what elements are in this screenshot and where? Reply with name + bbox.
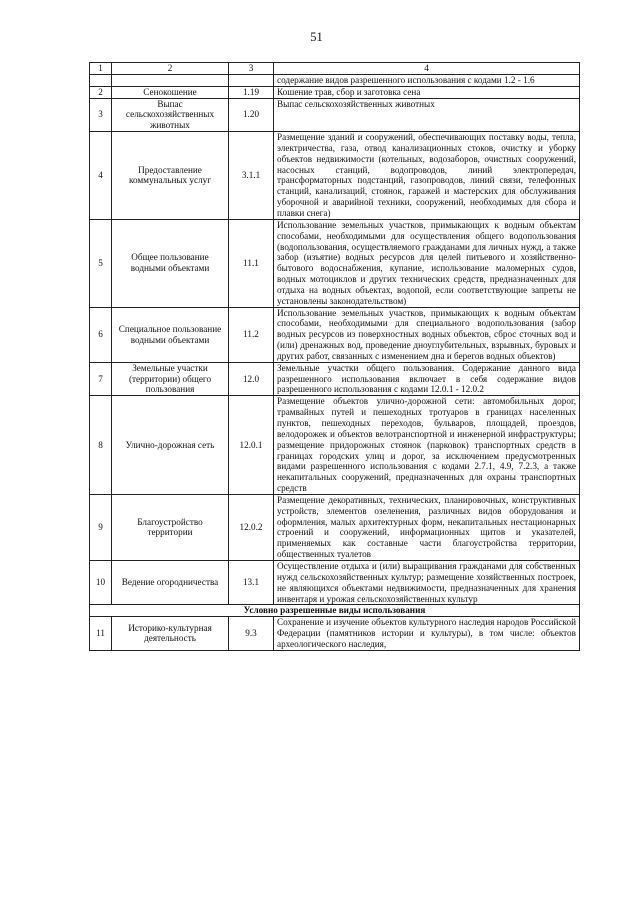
- table-row: [90, 560, 580, 604]
- column-header: 2: [112, 63, 229, 75]
- row-name: Сенокошение: [112, 86, 229, 98]
- table-row: [90, 219, 580, 307]
- row-description: содержание видов разрешенного использования с кодами 1.2 - 1.6: [274, 74, 580, 86]
- row-code: 1.19: [229, 86, 274, 98]
- row-number: 7: [90, 362, 112, 396]
- column-header: 4: [274, 63, 580, 75]
- row-name: Историко-культурная деятельность: [112, 617, 229, 651]
- row-description: Сохранение и изучение объектов культурного наследия народов Российской Федерации (памятников истории и культуры), в том числе: объектов археологического наследия,: [274, 617, 580, 651]
- row-number: 2: [90, 86, 112, 98]
- table-row: [90, 132, 580, 220]
- row-description: Земельные участки общего пользования. Содержание данного вида разрешенного использования включает в себя содержание видов разрешенного использования с кодами 12.0.1 - 12.0.2: [274, 362, 580, 396]
- page-number: 51: [310, 30, 323, 44]
- table-row: [90, 362, 580, 396]
- row-name: Ведение огородничества: [112, 560, 229, 604]
- column-header: 3: [229, 63, 274, 75]
- row-code: 11.2: [229, 307, 274, 362]
- row-description: Размещение декоративных, технических, планировочных, конструктивных устройств, элементов озеленения, различных видов оборудования и оформления, малых архитектурных форм, некапитальных нестационарных строений и сооружений, информационных щитов и указателей, применяемых как составные части благоустройства территории, общественных туалетов: [274, 494, 580, 560]
- row-code: [229, 74, 274, 86]
- row-description: Выпас сельскохозяйственных животных: [274, 98, 580, 132]
- row-code: 13.1: [229, 560, 274, 604]
- row-name: Предоставление коммунальных услуг: [112, 132, 229, 220]
- land-use-table: [89, 62, 580, 651]
- row-description: Использование земельных участков, примыкающих к водным объектам способами, необходимыми для специального водопользования (забор водных ресурсов из поверхностных водных объектов, сброс сточных вод и (или) дренажных вод, проведение дноуглубительных, взрывных, буровых и других работ, связанных с изменением дна и берегов водных объектов): [274, 307, 580, 362]
- row-description: Кошение трав, сбор и заготовка сена: [274, 86, 580, 98]
- row-name: Специальное пользование водными объектами: [112, 307, 229, 362]
- table-row: [90, 396, 580, 495]
- row-code: 12.0.2: [229, 494, 274, 560]
- row-number: 10: [90, 560, 112, 604]
- row-description: Использование земельных участков, примыкающих к водным объектам способами, необходимыми для осуществления общего водопользования (водопользования, осуществляемого гражданами для личных нужд, а также забор (изъятие) водных ресурсов для целей питьевого и хозяйственно-бытового водоснабжения, купание, использование маломерных судов, водных мотоциклов и других технических средств, предназначенных для отдыха на водных объектах, водопой, если соответствующие запреты не установлены законодательством): [274, 219, 580, 307]
- column-header: 1: [90, 63, 112, 75]
- row-name: Благоустройство территории: [112, 494, 229, 560]
- section-title: Условно разрешенные виды использования: [90, 605, 580, 617]
- table-row: [90, 86, 580, 98]
- row-name: Выпас сельскохозяйственных животных: [112, 98, 229, 132]
- row-number: 8: [90, 396, 112, 495]
- row-description: Размещение объектов улично-дорожной сети: автомобильных дорог, трамвайных путей и пешеходных тротуаров в границах населенных пунктов, пешеходных переходов, бульваров, площадей, проездов, велодорожек и объектов велотранспортной и инженерной инфраструктуры; размещение придорожных стоянок (парковок) транспортных средств в границах городских улиц и дорог, за исключением предусмотренных видами разрешенного использования с кодами 2.7.1, 4.9, 7.2.3, а также некапитальных сооружений, предназначенных для охраны транспортных средств: [274, 396, 580, 495]
- row-number: 4: [90, 132, 112, 220]
- row-description: Осуществление отдыха и (или) выращивания гражданами для собственных нужд сельскохозяйственных культур; размещение хозяйственных построек, не являющихся объектами недвижимости, предназначенных для хранения инвентаря и урожая сельскохозяйственных культур: [274, 560, 580, 604]
- row-number: 3: [90, 98, 112, 132]
- row-name: Улично-дорожная сеть: [112, 396, 229, 495]
- row-code: 3.1.1: [229, 132, 274, 220]
- section-row: [90, 605, 580, 617]
- row-code: 12.0: [229, 362, 274, 396]
- table-row: [90, 98, 580, 132]
- table-row: [90, 494, 580, 560]
- row-name: Общее пользование водными объектами: [112, 219, 229, 307]
- row-name: [112, 74, 229, 86]
- table-header-row: [90, 63, 580, 75]
- row-number: 11: [90, 617, 112, 651]
- row-code: 12.0.1: [229, 396, 274, 495]
- table-row: [90, 617, 580, 651]
- row-number: 5: [90, 219, 112, 307]
- table-row: [90, 74, 580, 86]
- row-code: 9.3: [229, 617, 274, 651]
- row-description: Размещение зданий и сооружений, обеспечивающих поставку воды, тепла, электричества, газа, отвод канализационных стоков, очистку и уборку объектов недвижимости (котельных, водозаборов, очистных сооружений, насосных станций, водопроводов, линий электропередач, трансформаторных подстанций, газопроводов, линий связи, телефонных станций, канализаций, стоянок, гаражей и мастерских для обслуживания уборочной и аварийной техники, сооружений, необходимых для сбора и плавки снега): [274, 132, 580, 220]
- row-code: 11.1: [229, 219, 274, 307]
- table-row: [90, 307, 580, 362]
- row-number: [90, 74, 112, 86]
- row-number: 6: [90, 307, 112, 362]
- row-code: 1.20: [229, 98, 274, 132]
- row-name: Земельные участки (территории) общего пользования: [112, 362, 229, 396]
- row-number: 9: [90, 494, 112, 560]
